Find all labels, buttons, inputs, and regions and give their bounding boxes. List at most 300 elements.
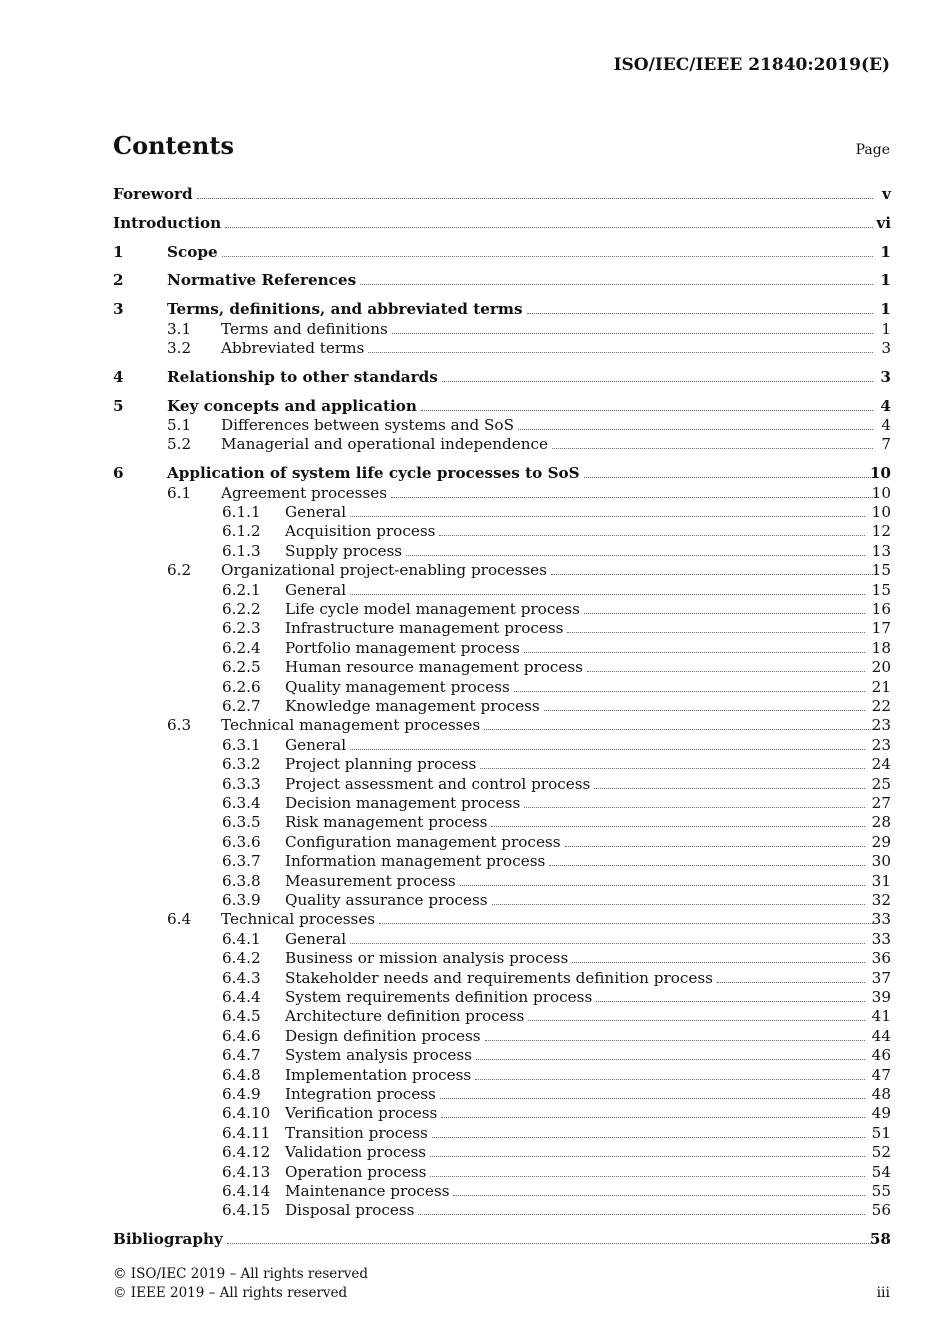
toc-entry-title — [285, 930, 867, 949]
toc-entry-page: 36 — [871, 949, 891, 968]
toc-entry-number: 3 — [113, 300, 124, 319]
toc-entry-title-text: General — [285, 503, 347, 521]
toc-entry-number: 6.3.4 — [222, 794, 261, 812]
toc-entry-title-text: Project planning process — [285, 755, 477, 774]
toc-entry-title — [167, 397, 875, 416]
toc-entry-title — [285, 969, 867, 988]
toc-entry-title-text: Operation process — [285, 1162, 427, 1181]
toc-entry-number: 3.2 — [167, 339, 192, 357]
toc-entry-title — [285, 678, 867, 697]
toc-entry-title-text: Differences between systems and SoS — [221, 416, 514, 434]
toc-entry[interactable] — [113, 542, 891, 561]
toc-entry-title — [285, 522, 867, 541]
dot-leader — [225, 214, 873, 228]
toc-entry-title-text: Measurement process — [285, 871, 456, 890]
toc-entry-number: 6.4.7 — [222, 1046, 261, 1065]
dot-leader — [432, 1124, 865, 1138]
toc-entry-number: 6.4.12 — [222, 1143, 271, 1162]
toc-entry[interactable] — [113, 185, 891, 204]
dot-leader — [440, 1085, 865, 1099]
toc-entry-number: 6.2.6 — [222, 677, 261, 696]
toc-entry-title-text: Relationship to other standards — [167, 367, 438, 386]
toc-entry-title — [285, 658, 867, 677]
toc-entry-title — [285, 1104, 867, 1123]
toc-entry-title — [167, 300, 875, 319]
toc-entry-page: 37 — [871, 968, 891, 987]
toc-entry-page: 17 — [871, 619, 891, 638]
toc-entry-title — [285, 852, 867, 871]
toc-entry-number: 6.4.5 — [222, 1007, 261, 1026]
toc-entry[interactable] — [113, 1085, 891, 1104]
toc-entry-title-text: Disposal process — [285, 1201, 415, 1220]
toc-entry[interactable] — [113, 755, 891, 774]
toc-entry-title — [285, 581, 867, 600]
toc-entry-title-text: Transition process — [285, 1123, 428, 1142]
toc-entry-title — [285, 600, 867, 619]
toc-entry-page: 28 — [871, 813, 891, 832]
toc-entry-number: 6.4.4 — [222, 988, 261, 1006]
toc-entry-page: 58 — [869, 1230, 891, 1249]
toc-entry[interactable] — [113, 600, 891, 619]
toc-entry-page: 39 — [871, 988, 891, 1006]
dot-leader — [544, 697, 865, 711]
dot-leader — [360, 271, 873, 285]
toc-entry-number: 6.4.10 — [222, 1104, 271, 1123]
dot-leader — [584, 600, 865, 614]
toc-entry-title — [285, 755, 867, 774]
toc-entry[interactable] — [113, 697, 891, 716]
dot-leader — [492, 891, 865, 905]
toc-entry[interactable] — [113, 1201, 891, 1220]
toc-entry-page: 4 — [880, 396, 891, 415]
dot-leader — [572, 949, 865, 963]
toc-entry-page: 27 — [871, 794, 891, 812]
toc-entry-title — [285, 1027, 867, 1046]
dot-leader — [567, 619, 865, 633]
toc-entry-page: 16 — [871, 600, 891, 618]
toc-entry-page: 41 — [871, 1007, 891, 1026]
toc-entry[interactable] — [113, 658, 891, 677]
dot-leader — [441, 1104, 865, 1118]
toc-entry-number: 6.2 — [167, 561, 192, 580]
dot-leader — [391, 484, 873, 498]
dot-leader — [418, 1201, 865, 1215]
toc-entry[interactable] — [113, 368, 891, 387]
toc-entry-title — [221, 484, 875, 503]
toc-entry-title — [285, 639, 867, 658]
toc-entry[interactable] — [113, 1007, 891, 1026]
toc-entry-title — [285, 949, 867, 968]
toc-entry-title-text: Application of system life cycle processes to SoS — [167, 464, 580, 483]
toc-entry-title — [221, 339, 875, 358]
page-column-label: Page — [855, 142, 890, 158]
toc-entry-number: 1 — [113, 242, 124, 261]
toc-entry-page: 18 — [871, 638, 891, 657]
toc-entry[interactable] — [113, 214, 891, 233]
toc-entry[interactable] — [113, 243, 891, 262]
toc-entry-page: v — [882, 185, 891, 203]
toc-entry-title-text: System analysis process — [285, 1046, 472, 1065]
toc-entry-page: 32 — [871, 891, 891, 909]
toc-entry[interactable] — [113, 397, 891, 416]
toc-entry[interactable] — [113, 619, 891, 638]
toc-entry-page: 10 — [871, 503, 891, 521]
dot-leader — [476, 1046, 865, 1060]
dot-leader — [350, 581, 865, 595]
toc-entry-title-text: Risk management process — [285, 813, 488, 832]
toc-entry-number: 6.2.5 — [222, 658, 261, 677]
toc-entry-page: 4 — [881, 416, 891, 434]
toc-entry-title-text: Human resource management process — [285, 658, 583, 677]
toc-entry-title-text: Acquisition process — [285, 522, 436, 541]
toc-entry-page: 25 — [871, 774, 891, 793]
toc-entry-page: 10 — [869, 464, 891, 483]
toc-entry-title-text: Validation process — [285, 1143, 427, 1162]
toc-entry[interactable] — [113, 435, 891, 454]
dot-leader — [518, 416, 873, 430]
toc-entry-number: 5.1 — [167, 416, 192, 434]
toc-entry-number: 6.3 — [167, 716, 192, 735]
toc-entry[interactable] — [113, 639, 891, 658]
toc-entry-number: 6.1 — [167, 483, 192, 502]
toc-entry[interactable] — [113, 1124, 891, 1143]
toc-entry-title — [285, 794, 867, 813]
footer-copyright-iso: © ISO/IEC 2019 – All rights reserved — [113, 1266, 368, 1282]
footer-copyright-ieee: © IEEE 2019 – All rights reserved — [113, 1285, 348, 1301]
toc-entry-page: 3 — [881, 339, 891, 357]
toc-entry-number: 6.1.3 — [222, 541, 261, 560]
dot-leader — [227, 1230, 873, 1244]
toc-entry-title — [285, 1163, 867, 1182]
toc-entry-title-text: General — [285, 929, 347, 948]
toc-entry-title — [285, 775, 867, 794]
toc-entry-number: 6.3.2 — [222, 755, 261, 774]
toc-entry-title-text: Business or mission analysis process — [285, 949, 569, 968]
toc-entry-title — [285, 1085, 867, 1104]
toc-entry-title-text: Implementation process — [285, 1065, 472, 1084]
toc-entry[interactable] — [113, 416, 891, 435]
toc-entry-title — [285, 1046, 867, 1065]
toc-entry-number: 6.3.9 — [222, 891, 261, 909]
toc-entry-title — [285, 833, 867, 852]
toc-entry-title-text: Architecture definition process — [285, 1007, 525, 1026]
toc-entry-title — [285, 1066, 867, 1085]
dot-leader — [350, 503, 865, 517]
toc-entry-title-text: Verification process — [285, 1104, 438, 1123]
toc-entry-number: 6.3.3 — [222, 774, 261, 793]
toc-entry-title — [285, 891, 867, 910]
toc-entry[interactable] — [113, 339, 891, 358]
toc-entry-title — [221, 561, 875, 580]
toc-entry-title — [113, 1230, 875, 1249]
toc-entry-title — [285, 697, 867, 716]
dot-leader — [551, 561, 873, 575]
dot-leader — [460, 872, 865, 886]
toc-entry-page: 51 — [871, 1123, 891, 1142]
dot-leader — [527, 300, 874, 314]
toc-entry[interactable] — [113, 300, 891, 319]
toc-entry-title — [285, 1182, 867, 1201]
toc-entry-number: 6.4.6 — [222, 1026, 261, 1045]
dot-leader — [439, 522, 865, 536]
toc-entry[interactable] — [113, 1182, 891, 1201]
toc-entry-number: 6.2.1 — [222, 580, 261, 599]
toc-entry-number: 6.1.2 — [222, 522, 261, 541]
toc-entry-title-text: Abbreviated terms — [221, 339, 365, 357]
toc-entry-number: 5 — [113, 396, 124, 415]
dot-leader — [442, 368, 873, 382]
toc-entry-page: 54 — [871, 1162, 891, 1181]
toc-entry-title-text: Agreement processes — [221, 483, 388, 502]
toc-entry-page: 23 — [871, 735, 891, 754]
toc-entry-title — [167, 271, 875, 290]
toc-entry-title-text: Bibliography — [113, 1230, 223, 1249]
toc-entry[interactable] — [113, 1143, 891, 1162]
dot-leader — [368, 339, 873, 353]
toc-entry-title-text: Scope — [167, 242, 218, 261]
toc-entry[interactable] — [113, 1104, 891, 1123]
toc-entry-page: 49 — [871, 1104, 891, 1123]
toc-entry-title-text: Configuration management process — [285, 832, 561, 851]
dot-leader — [222, 243, 873, 257]
toc-entry-number: 6.4.14 — [222, 1182, 271, 1200]
dot-leader — [484, 716, 873, 730]
toc-entry-page: 33 — [871, 910, 891, 929]
toc-entry-page: 24 — [871, 755, 891, 774]
toc-entry[interactable] — [113, 891, 891, 910]
toc-entry-title-text: Quality management process — [285, 677, 510, 696]
toc-entry-page: 15 — [871, 580, 891, 599]
toc-entry-title-text: Design definition process — [285, 1026, 481, 1045]
toc-entry-page: 20 — [871, 658, 891, 677]
toc-entry-title-text: Managerial and operational independence — [221, 435, 549, 454]
toc-entry-number: 6.1.1 — [222, 503, 261, 521]
toc-entry-number: 6.4 — [167, 910, 192, 929]
toc-entry-title-text: General — [285, 735, 347, 754]
toc-entry-number: 6.4.2 — [222, 949, 261, 968]
toc-entry-title — [221, 320, 875, 339]
toc-entry-page: 13 — [871, 541, 891, 560]
toc-entry-page: 30 — [871, 852, 891, 871]
toc-entry-number: 6.4.11 — [222, 1123, 271, 1142]
toc-entry[interactable] — [113, 1163, 891, 1182]
contents-heading: Contents — [113, 131, 234, 160]
toc-entry[interactable] — [113, 484, 891, 503]
toc-entry-number: 6.2.4 — [222, 638, 261, 657]
dot-leader — [350, 736, 865, 750]
toc-entry-title — [167, 464, 875, 483]
toc-entry-number: 6.4.15 — [222, 1201, 271, 1220]
toc-entry-page: 22 — [871, 697, 891, 715]
toc-entry-page: 44 — [871, 1026, 891, 1045]
toc-entry-title — [167, 368, 875, 387]
dot-leader — [596, 988, 865, 1002]
toc-entry-title — [285, 872, 867, 891]
toc-entry[interactable] — [113, 522, 891, 541]
toc-entry-number: 6.3.6 — [222, 832, 261, 851]
toc-entry-page: 1 — [880, 242, 891, 261]
toc-entry-title-text: Stakeholder needs and requirements definition process — [285, 968, 713, 987]
toc-entry-page: 1 — [880, 300, 891, 319]
toc-entry[interactable] — [113, 852, 891, 871]
toc-entry-page: 55 — [871, 1182, 891, 1200]
toc-entry-title — [285, 988, 867, 1007]
toc-entry-title-text: Technical processes — [221, 910, 376, 929]
toc-entry[interactable] — [113, 503, 891, 522]
toc-entry-page: 46 — [871, 1046, 891, 1065]
toc-entry-title-text: Decision management process — [285, 794, 521, 812]
toc-entry[interactable] — [113, 930, 891, 949]
dot-leader — [406, 542, 865, 556]
toc-entry-title-text: Supply process — [285, 541, 403, 560]
toc-entry-page: 52 — [871, 1143, 891, 1162]
toc-entry[interactable] — [113, 813, 891, 832]
toc-entry[interactable] — [113, 949, 891, 968]
toc-entry-title — [285, 813, 867, 832]
toc-entry-title-text: Knowledge management process — [285, 697, 540, 715]
dot-leader — [453, 1182, 865, 1196]
toc-entry[interactable] — [113, 833, 891, 852]
toc-entry-number: 6.3.7 — [222, 852, 261, 871]
toc-entry-title-text: Quality assurance process — [285, 891, 488, 909]
toc-entry-title — [285, 503, 867, 522]
toc-entry-title-text: Information management process — [285, 852, 546, 871]
toc-entry-number: 6.3.8 — [222, 871, 261, 890]
dot-leader — [480, 755, 865, 769]
dot-leader — [430, 1143, 865, 1157]
document-id: ISO/IEC/IEEE 21840:2019(E) — [613, 55, 890, 75]
toc-entry-title-text: Normative References — [167, 271, 357, 290]
toc-entry[interactable] — [113, 1230, 891, 1249]
toc-entry-page: vi — [876, 213, 891, 232]
toc-entry-number: 6.4.9 — [222, 1085, 261, 1103]
toc-entry-title — [285, 619, 867, 638]
toc-entry[interactable] — [113, 1046, 891, 1065]
toc-entry-title-text: Terms, definitions, and abbreviated terms — [167, 300, 523, 319]
toc-entry-title — [221, 910, 875, 929]
toc-entry[interactable] — [113, 320, 891, 339]
toc-entry-title-text: Technical management processes — [221, 716, 481, 735]
toc-entry[interactable] — [113, 561, 891, 580]
toc-entry-number: 6 — [113, 464, 124, 483]
dot-leader — [717, 969, 865, 983]
toc-entry-page: 48 — [871, 1085, 891, 1103]
toc-entry-title — [221, 416, 875, 435]
toc-entry-title-text: Terms and definitions — [221, 319, 388, 338]
toc-entry[interactable] — [113, 736, 891, 755]
toc-entry-number: 6.2.2 — [222, 600, 261, 618]
toc-entry-title — [285, 1007, 867, 1026]
toc-entry-number: 5.2 — [167, 435, 192, 454]
toc-entry-page: 56 — [871, 1201, 891, 1220]
dot-leader — [549, 852, 865, 866]
toc-entry[interactable] — [113, 581, 891, 600]
dot-leader — [587, 658, 865, 672]
toc-entry[interactable] — [113, 794, 891, 813]
dot-leader — [552, 435, 873, 449]
toc-entry-title-text: Project assessment and control process — [285, 774, 591, 793]
toc-entry-title — [285, 542, 867, 561]
dot-leader — [524, 639, 865, 653]
toc-entry-page: 1 — [880, 271, 891, 290]
toc-entry-page: 23 — [871, 716, 891, 735]
toc-entry-page: 29 — [871, 832, 891, 851]
toc-entry-page: 10 — [871, 483, 891, 502]
toc-entry[interactable] — [113, 716, 891, 735]
toc-entry-title-text: Infrastructure management process — [285, 619, 564, 638]
dot-leader — [485, 1027, 865, 1041]
toc-entry[interactable] — [113, 988, 891, 1007]
toc-entry-number: 6.4.8 — [222, 1065, 261, 1084]
toc-entry-title — [285, 736, 867, 755]
toc-entry[interactable] — [113, 678, 891, 697]
dot-leader — [197, 185, 873, 199]
toc-entry-page: 15 — [871, 561, 891, 580]
toc-entry-title — [113, 214, 875, 233]
toc-entry-title — [167, 243, 875, 262]
dot-leader — [524, 794, 865, 808]
dot-leader — [379, 910, 873, 924]
dot-leader — [475, 1066, 865, 1080]
toc-entry-title — [221, 716, 875, 735]
toc-entry-title-text: Foreword — [113, 185, 193, 203]
toc-entry[interactable] — [113, 464, 891, 483]
toc-entry-page: 7 — [881, 435, 891, 454]
toc-entry-title — [285, 1124, 867, 1143]
footer-page-number: iii — [876, 1285, 890, 1301]
dot-leader — [594, 775, 865, 789]
toc-entry[interactable] — [113, 271, 891, 290]
toc-entry-title-text: System requirements definition process — [285, 988, 593, 1006]
toc-entry[interactable] — [113, 1027, 891, 1046]
toc-entry[interactable] — [113, 775, 891, 794]
toc-entry-page: 3 — [880, 367, 891, 386]
dot-leader — [514, 678, 865, 692]
toc-entry-number: 6.3.5 — [222, 813, 261, 832]
toc-entry-page: 21 — [871, 677, 891, 696]
toc-entry-title-text: Organizational project-enabling processes — [221, 561, 547, 580]
toc-entry-number: 4 — [113, 367, 124, 386]
toc-entry[interactable] — [113, 910, 891, 929]
toc-entry-page: 31 — [871, 871, 891, 890]
toc-entry-title-text: General — [285, 580, 347, 599]
toc-entry[interactable] — [113, 872, 891, 891]
toc-entry-number: 6.4.13 — [222, 1162, 271, 1181]
toc-entry-number: 6.3.1 — [222, 735, 261, 754]
toc-entry-title-text: Integration process — [285, 1085, 436, 1103]
toc-entry-number: 2 — [113, 271, 124, 290]
toc-entry-number: 6.2.3 — [222, 619, 261, 638]
toc-entry-page: 33 — [871, 929, 891, 948]
dot-leader — [392, 320, 873, 334]
dot-leader — [584, 464, 873, 478]
toc-entry-number: 6.4.1 — [222, 929, 261, 948]
toc-entry-title — [285, 1201, 867, 1220]
toc-entry-title-text: Key concepts and application — [167, 396, 417, 415]
toc-entry-title-text: Life cycle model management process — [285, 600, 580, 618]
dot-leader — [350, 930, 865, 944]
toc-entry[interactable] — [113, 1066, 891, 1085]
dot-leader — [565, 833, 865, 847]
dot-leader — [430, 1163, 865, 1177]
toc-entry[interactable] — [113, 969, 891, 988]
toc-entry-title — [285, 1143, 867, 1162]
dot-leader — [421, 397, 873, 411]
toc-entry-page: 47 — [871, 1065, 891, 1084]
toc-entry-number: 6.4.3 — [222, 968, 261, 987]
dot-leader — [491, 813, 865, 827]
dot-leader — [528, 1007, 865, 1021]
